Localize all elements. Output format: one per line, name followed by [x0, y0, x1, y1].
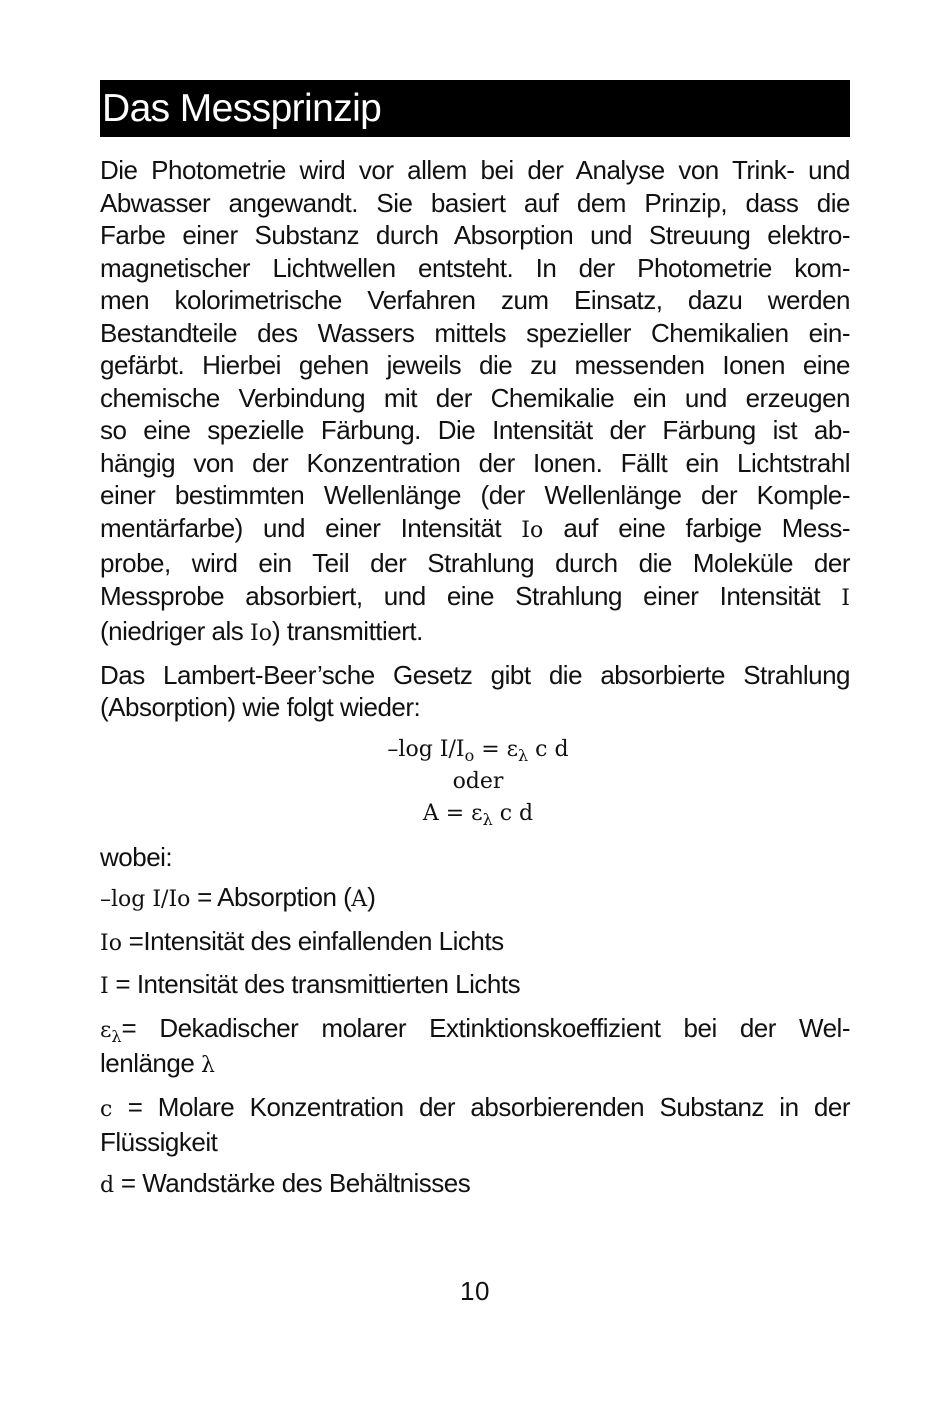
definition-line: Flüssigkeit — [100, 1127, 218, 1157]
paragraph-line: Das Lambert-Beer’sche Gesetz gibt die absorbierte Strahlung — [100, 659, 850, 690]
definition-epsilon — [100, 1012, 850, 1083]
symbol-io: Io — [521, 517, 544, 543]
formula-text: –log I/I — [387, 736, 465, 762]
formula-text: c d — [528, 736, 569, 762]
definition-line — [100, 1012, 850, 1048]
paragraph-line: (Absorption) wie folgt wieder: — [100, 692, 421, 722]
formula-connector: oder — [452, 768, 504, 794]
definition-list — [100, 841, 850, 1203]
definition-text: ) — [367, 882, 376, 912]
definition-text: lenlänge — [100, 1048, 202, 1078]
paragraph-line: chemische Verbindung mit der Chemikalie ein und erzeugen — [100, 382, 850, 413]
paragraph-line: so eine spezielle Färbung. Die Intensität der Färbung ist ab- — [100, 415, 850, 445]
definition-text: = Dekadischer molarer Extinktionskoeffizient bei der Wel- — [121, 1012, 850, 1043]
definition-text: = Absorption ( — [190, 882, 352, 912]
paragraph-text: mentärfarbe) und einer Intensität — [100, 512, 522, 543]
symbol-log: –log I/Io — [100, 887, 191, 912]
definition-line — [100, 1091, 850, 1127]
symbol-c: c — [100, 1096, 113, 1122]
symbol-lambda: λ — [201, 1053, 215, 1078]
symbol-io: Io — [250, 621, 272, 646]
paragraph-line: gefärbt. Hierbei gehen jeweils die zu messenden Ionen eine — [100, 350, 850, 380]
paragraph-line: Bestandteile des Wassers mittels spezieller Chemikalien ein- — [100, 317, 850, 348]
formula-text: c d — [492, 800, 534, 826]
formula-text: A = ε — [422, 800, 483, 826]
lambert-beer-formula — [106, 734, 850, 830]
symbol-d: d — [100, 1172, 115, 1198]
definition-c — [100, 1091, 850, 1159]
symbol-a: A — [351, 887, 368, 912]
symbol-i: I — [841, 585, 850, 611]
formula-line — [106, 734, 850, 766]
law-paragraph — [100, 659, 850, 724]
paragraph-text: ) transmittiert. — [271, 616, 423, 646]
definition-text: = Intensität des transmittierten Lichts — [108, 969, 521, 999]
definition-absorption — [100, 881, 850, 917]
formula-subscript: λ — [482, 809, 493, 829]
page-number: 10 — [460, 1276, 490, 1306]
page-title: Das Messprinzip — [100, 80, 850, 137]
paragraph-line — [100, 580, 850, 616]
paragraph-text: (niedriger als — [100, 616, 251, 646]
symbol-epsilon: ε — [100, 1017, 112, 1043]
definition-text: = Molare Konzentration der absorbierenden Substanz in der — [112, 1091, 850, 1122]
symbol-io: Io — [100, 930, 122, 956]
paragraph-text: Messprobe absorbiert, und eine Strahlung einer Intensität — [100, 580, 842, 611]
formula-line — [106, 798, 850, 830]
paragraph-line: einer bestimmten Wellenlänge (der Wellenlänge der Komple- — [100, 480, 850, 510]
definition-d — [100, 1167, 850, 1203]
formula-subscript: λ — [518, 745, 529, 765]
definition-text: = Wandstärke des Behältnisses — [114, 1167, 471, 1198]
page-content — [100, 80, 850, 1210]
paragraph-line: probe, wird ein Teil der Strahlung durch die Moleküle der — [100, 548, 850, 578]
paragraph-line: men kolorimetrische Verfahren zum Einsatz, dazu werden — [100, 285, 850, 315]
symbol-subscript: λ — [111, 1026, 122, 1046]
paragraph-line: Farbe einer Substanz durch Absorption und Streuung elektro- — [100, 220, 850, 250]
formula-text: = ε — [474, 736, 519, 762]
paragraph-line: hängig von der Konzentration der Ionen. Fällt ein Lichtstrahl — [100, 447, 850, 478]
paragraph-line — [100, 615, 850, 651]
paragraph-line: magnetischer Lichtwellen entsteht. In der Photometrie kom- — [100, 252, 850, 283]
definition-io — [100, 925, 850, 961]
definition-text: =Intensität des einfallenden Lichts — [121, 925, 504, 956]
paragraph-line: Abwasser angewandt. Sie basiert auf dem Prinzip, dass die — [100, 187, 850, 218]
intro-paragraph — [100, 154, 850, 651]
definition-i — [100, 968, 850, 1004]
paragraph-line: Die Photometrie wird vor allem bei der Analyse von Trink- und — [100, 155, 850, 185]
formula-subscript: o — [464, 745, 475, 765]
paragraph-line — [100, 512, 850, 548]
wobei-label: wobei: — [100, 841, 173, 872]
symbol-i: I — [100, 974, 109, 999]
definition-line — [100, 1047, 850, 1083]
paragraph-text: auf eine farbige Mess- — [543, 512, 850, 543]
